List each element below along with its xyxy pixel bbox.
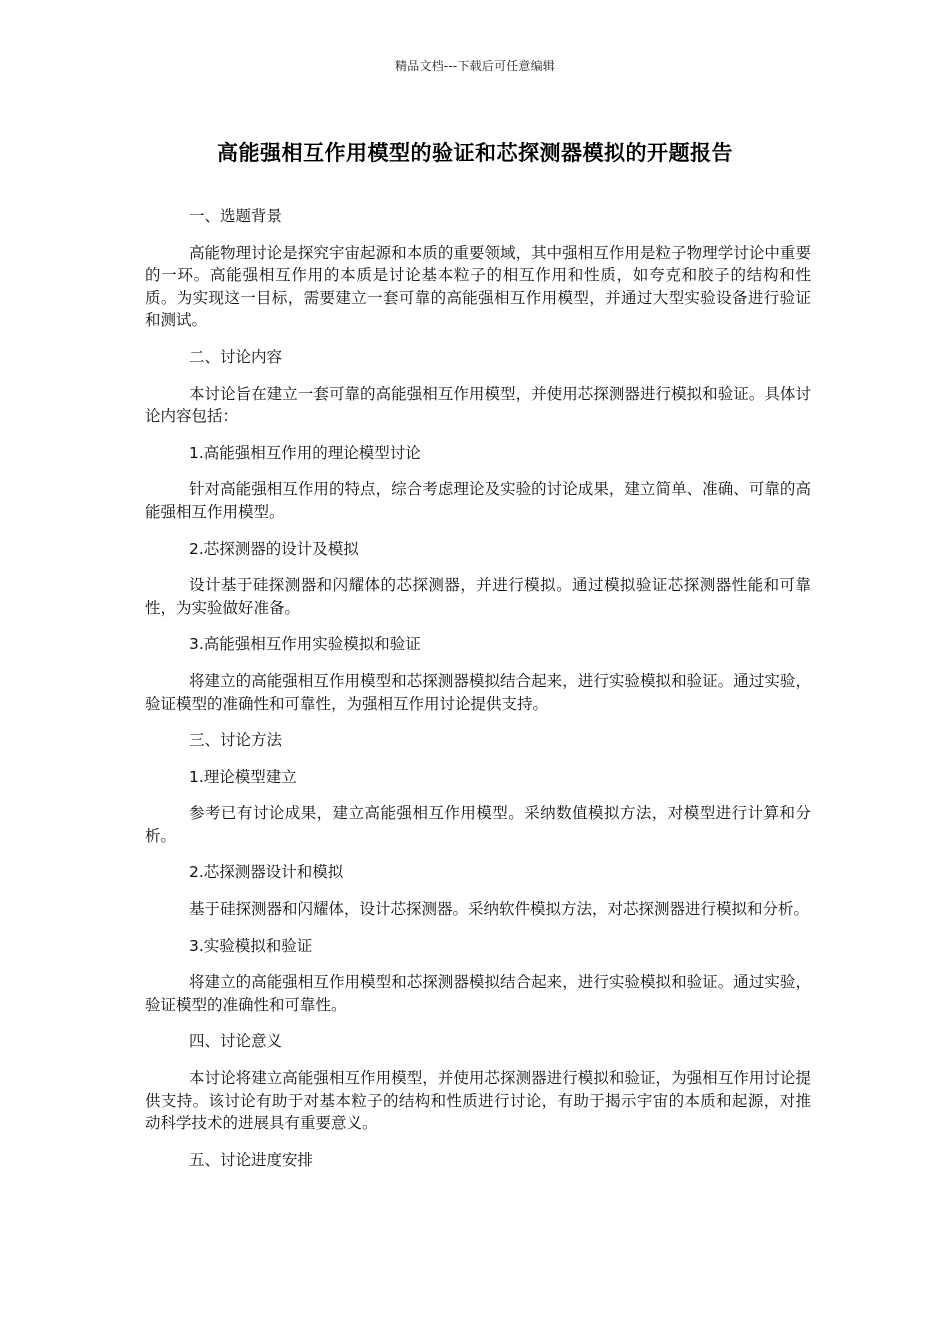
document-title: 高能强相互作用模型的验证和芯探测器模拟的开题报告 xyxy=(217,141,733,165)
subheading-detector-simulation: 2.芯探测器设计和模拟 xyxy=(189,863,344,882)
paragraph-verification: 将建立的高能强相互作用模型和芯探测器模拟结合起来，进行实验模拟和验证。通过实验，验证模型的准确性和可靠性。 xyxy=(145,973,811,1014)
section-heading-schedule: 五、讨论进度安排 xyxy=(189,1150,314,1169)
paragraph-experiment-simulation: 将建立的高能强相互作用模型和芯探测器模拟结合起来，进行实验模拟和验证。通过实验，验证模型的准确性和可靠性，为强相互作用讨论提供支持。 xyxy=(145,671,811,713)
paragraph-background: 高能物理讨论是探究宇宙起源和本质的重要领域，其中强相互作用是粒子物理学讨论中重要的一环。高能强相互作用的本质是讨论基本粒子的相互作用和性质，如夸克和胶子的结构和性质。为实现这一目标，需要建立一套可靠的高能强相互作用模型，并通过大型实验设备进行验证和测试。 xyxy=(145,243,811,330)
paragraph-content-intro: 本讨论旨在建立一套可靠的高能强相互作用模型，并使用芯探测器进行模拟和验证。具体讨论内容包括： xyxy=(145,384,811,426)
subheading-verification: 3.实验模拟和验证 xyxy=(189,936,313,955)
subheading-theory-model: 1.高能强相互作用的理论模型讨论 xyxy=(189,443,421,462)
document-body xyxy=(145,205,811,1185)
section-heading-background: 一、选题背景 xyxy=(189,207,283,225)
section-heading-significance: 四、讨论意义 xyxy=(189,1032,283,1051)
paragraph-model-building: 参考已有讨论成果，建立高能强相互作用模型。采纳数值模拟方法，对模型进行计算和分析。 xyxy=(145,804,811,845)
paragraph-detector-design: 设计基于硅探测器和闪耀体的芯探测器，并进行模拟。通过模拟验证芯探测器性能和可靠性，为实验做好准备。 xyxy=(145,576,811,617)
paragraph-significance: 本讨论将建立高能强相互作用模型，并使用芯探测器进行模拟和验证，为强相互作用讨论提供支持。该讨论有助于对基本粒子的结构和性质进行讨论，有助于揭示宇宙的本质和起源，对推动科学技术的进展具有重要意义。 xyxy=(145,1069,811,1133)
section-heading-methods: 三、讨论方法 xyxy=(189,731,283,750)
section-heading-content: 二、讨论内容 xyxy=(189,347,283,366)
header-note: 精品文档---下载后可任意编辑 xyxy=(395,59,555,73)
subheading-model-building: 1.理论模型建立 xyxy=(189,767,297,786)
subheading-experiment-simulation: 3.高能强相互作用实验模拟和验证 xyxy=(189,635,421,654)
paragraph-detector-simulation: 基于硅探测器和闪耀体，设计芯探测器。采纳软件模拟方法，对芯探测器进行模拟和分析。 xyxy=(189,900,810,919)
paragraph-theory-model: 针对高能强相互作用的特点，综合考虑理论及实验的讨论成果，建立简单、准确、可靠的高能强相互作用模型。 xyxy=(145,480,811,521)
subheading-detector-design: 2.芯探测器的设计及模拟 xyxy=(189,539,359,558)
